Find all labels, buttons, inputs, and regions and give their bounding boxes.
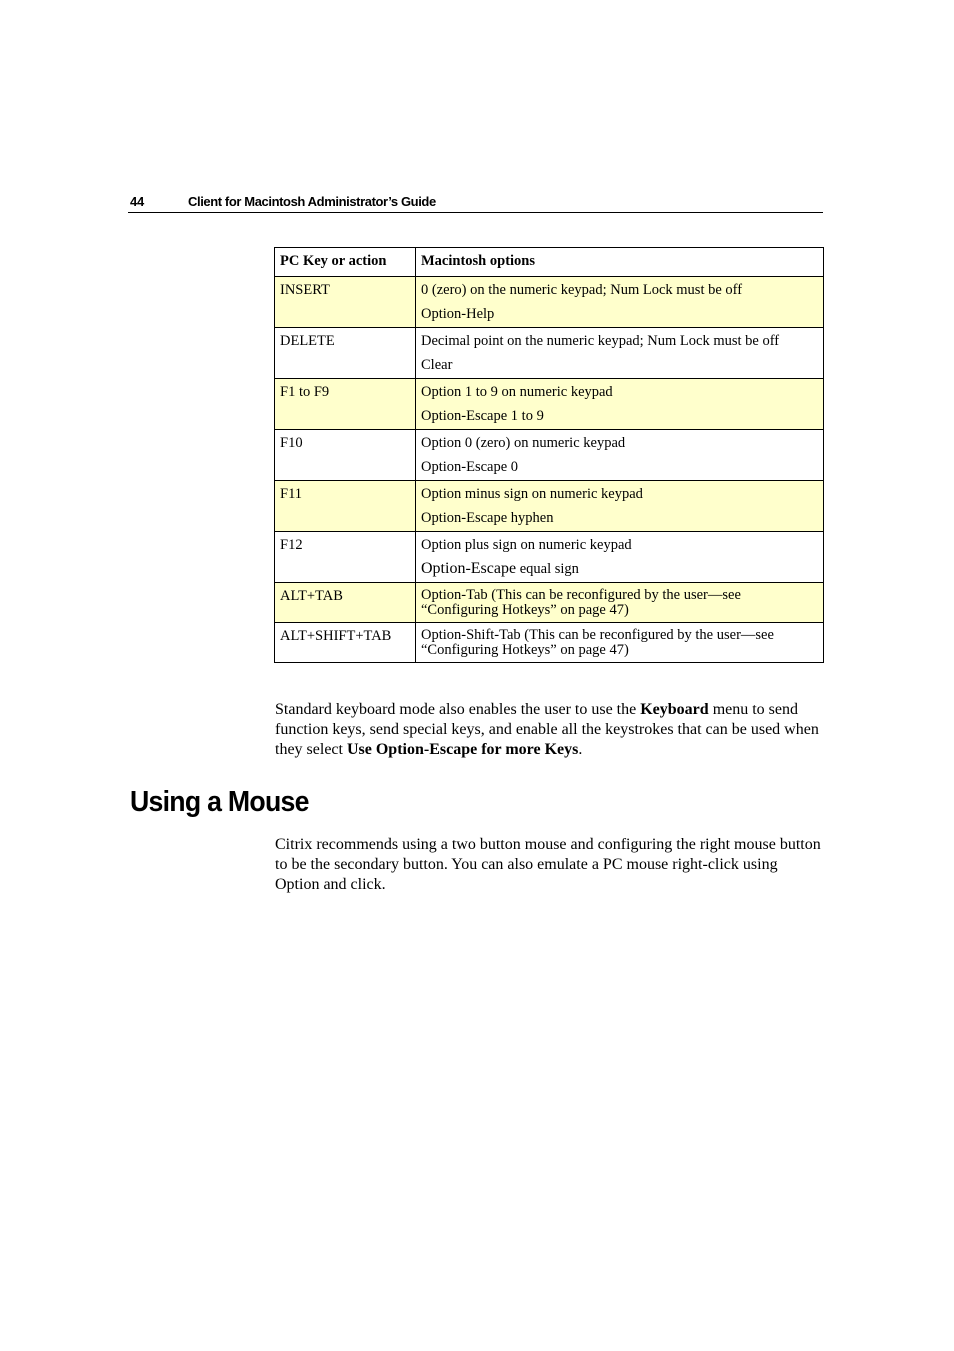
mac-options-cell xyxy=(416,379,824,430)
section-heading: Using a Mouse xyxy=(130,786,309,818)
table-row xyxy=(275,328,824,379)
option-line: Option 1 to 9 on numeric keypad xyxy=(421,384,613,400)
mac-options-cell xyxy=(416,277,824,328)
option-line: Decimal point on the numeric keypad; Num Lock must be off xyxy=(421,333,780,349)
column-header-mac-options: Macintosh options xyxy=(416,248,824,277)
pc-key-cell: DELETE xyxy=(275,328,416,379)
key-mapping-table xyxy=(274,247,824,663)
option-line: Option-Escape hyphen xyxy=(421,510,554,526)
pc-key-cell: ALT+SHIFT+TAB xyxy=(275,623,416,663)
mac-options-cell xyxy=(416,430,824,481)
pc-key-cell: ALT+TAB xyxy=(275,583,416,623)
mac-options-cell xyxy=(416,623,824,663)
option-escape-term: Use Option-Escape for more Keys xyxy=(346,741,579,758)
table-row xyxy=(275,379,824,430)
table-row xyxy=(275,277,824,328)
mac-options-cell xyxy=(416,481,824,532)
option-line: Option-Tab (This can be reconfigured by the user—see xyxy=(421,587,741,603)
option-escape-text: Option-Escape xyxy=(421,560,517,577)
option-line: Option-Escape 0 xyxy=(421,459,519,475)
mac-options-cell xyxy=(416,583,824,623)
mac-options-cell xyxy=(416,532,824,583)
option-line: Option plus sign on numeric keypad xyxy=(421,537,632,553)
pc-key-cell: INSERT xyxy=(275,277,416,328)
table-row xyxy=(275,583,824,623)
option-line: “Configuring Hotkeys” on page 47) xyxy=(421,602,629,618)
keyboard-mode-paragraph xyxy=(275,700,825,760)
pc-key-cell: F1 to F9 xyxy=(275,379,416,430)
option-line: Option-Shift-Tab (This can be reconfigured by the user—see xyxy=(421,627,774,643)
table-header-row xyxy=(275,248,824,277)
option-line: 0 (zero) on the numeric keypad; Num Lock must be off xyxy=(421,282,743,298)
text-span: Standard keyboard mode also enables the user to use the xyxy=(275,701,641,718)
option-line: Option-Escape 1 to 9 xyxy=(421,408,544,424)
text-span: . xyxy=(578,741,583,758)
option-line: Option-Help xyxy=(421,306,495,322)
option-line: “Configuring Hotkeys” on page 47) xyxy=(421,642,629,658)
page-number: 44 xyxy=(130,194,145,209)
header-title: Client for Macintosh Administrator’s Guide xyxy=(188,194,436,209)
keyboard-menu-term: Keyboard xyxy=(640,701,709,718)
text-span: menu to send function keys, send special keys, and enable all the keystrokes that can be used when they select xyxy=(275,701,819,758)
table-row xyxy=(275,430,824,481)
option-line: Option 0 (zero) on numeric keypad xyxy=(421,435,626,451)
table-row xyxy=(275,481,824,532)
option-line xyxy=(421,560,818,578)
pc-key-cell: F11 xyxy=(275,481,416,532)
mac-options-cell xyxy=(416,328,824,379)
table-row xyxy=(275,532,824,583)
table-row xyxy=(275,623,824,663)
pc-key-cell: F12 xyxy=(275,532,416,583)
pc-key-cell: F10 xyxy=(275,430,416,481)
mouse-paragraph: Citrix recommends using a two button mouse and configuring the right mouse button to be the secondary button. You can also emulate a PC mouse right-click using Option and click. xyxy=(275,836,821,893)
option-line: Clear xyxy=(421,357,453,373)
column-header-pc-key: PC Key or action xyxy=(275,248,416,277)
running-header xyxy=(128,192,823,213)
option-line: Option minus sign on numeric keypad xyxy=(421,486,643,502)
equal-sign-text: equal sign xyxy=(519,561,579,577)
